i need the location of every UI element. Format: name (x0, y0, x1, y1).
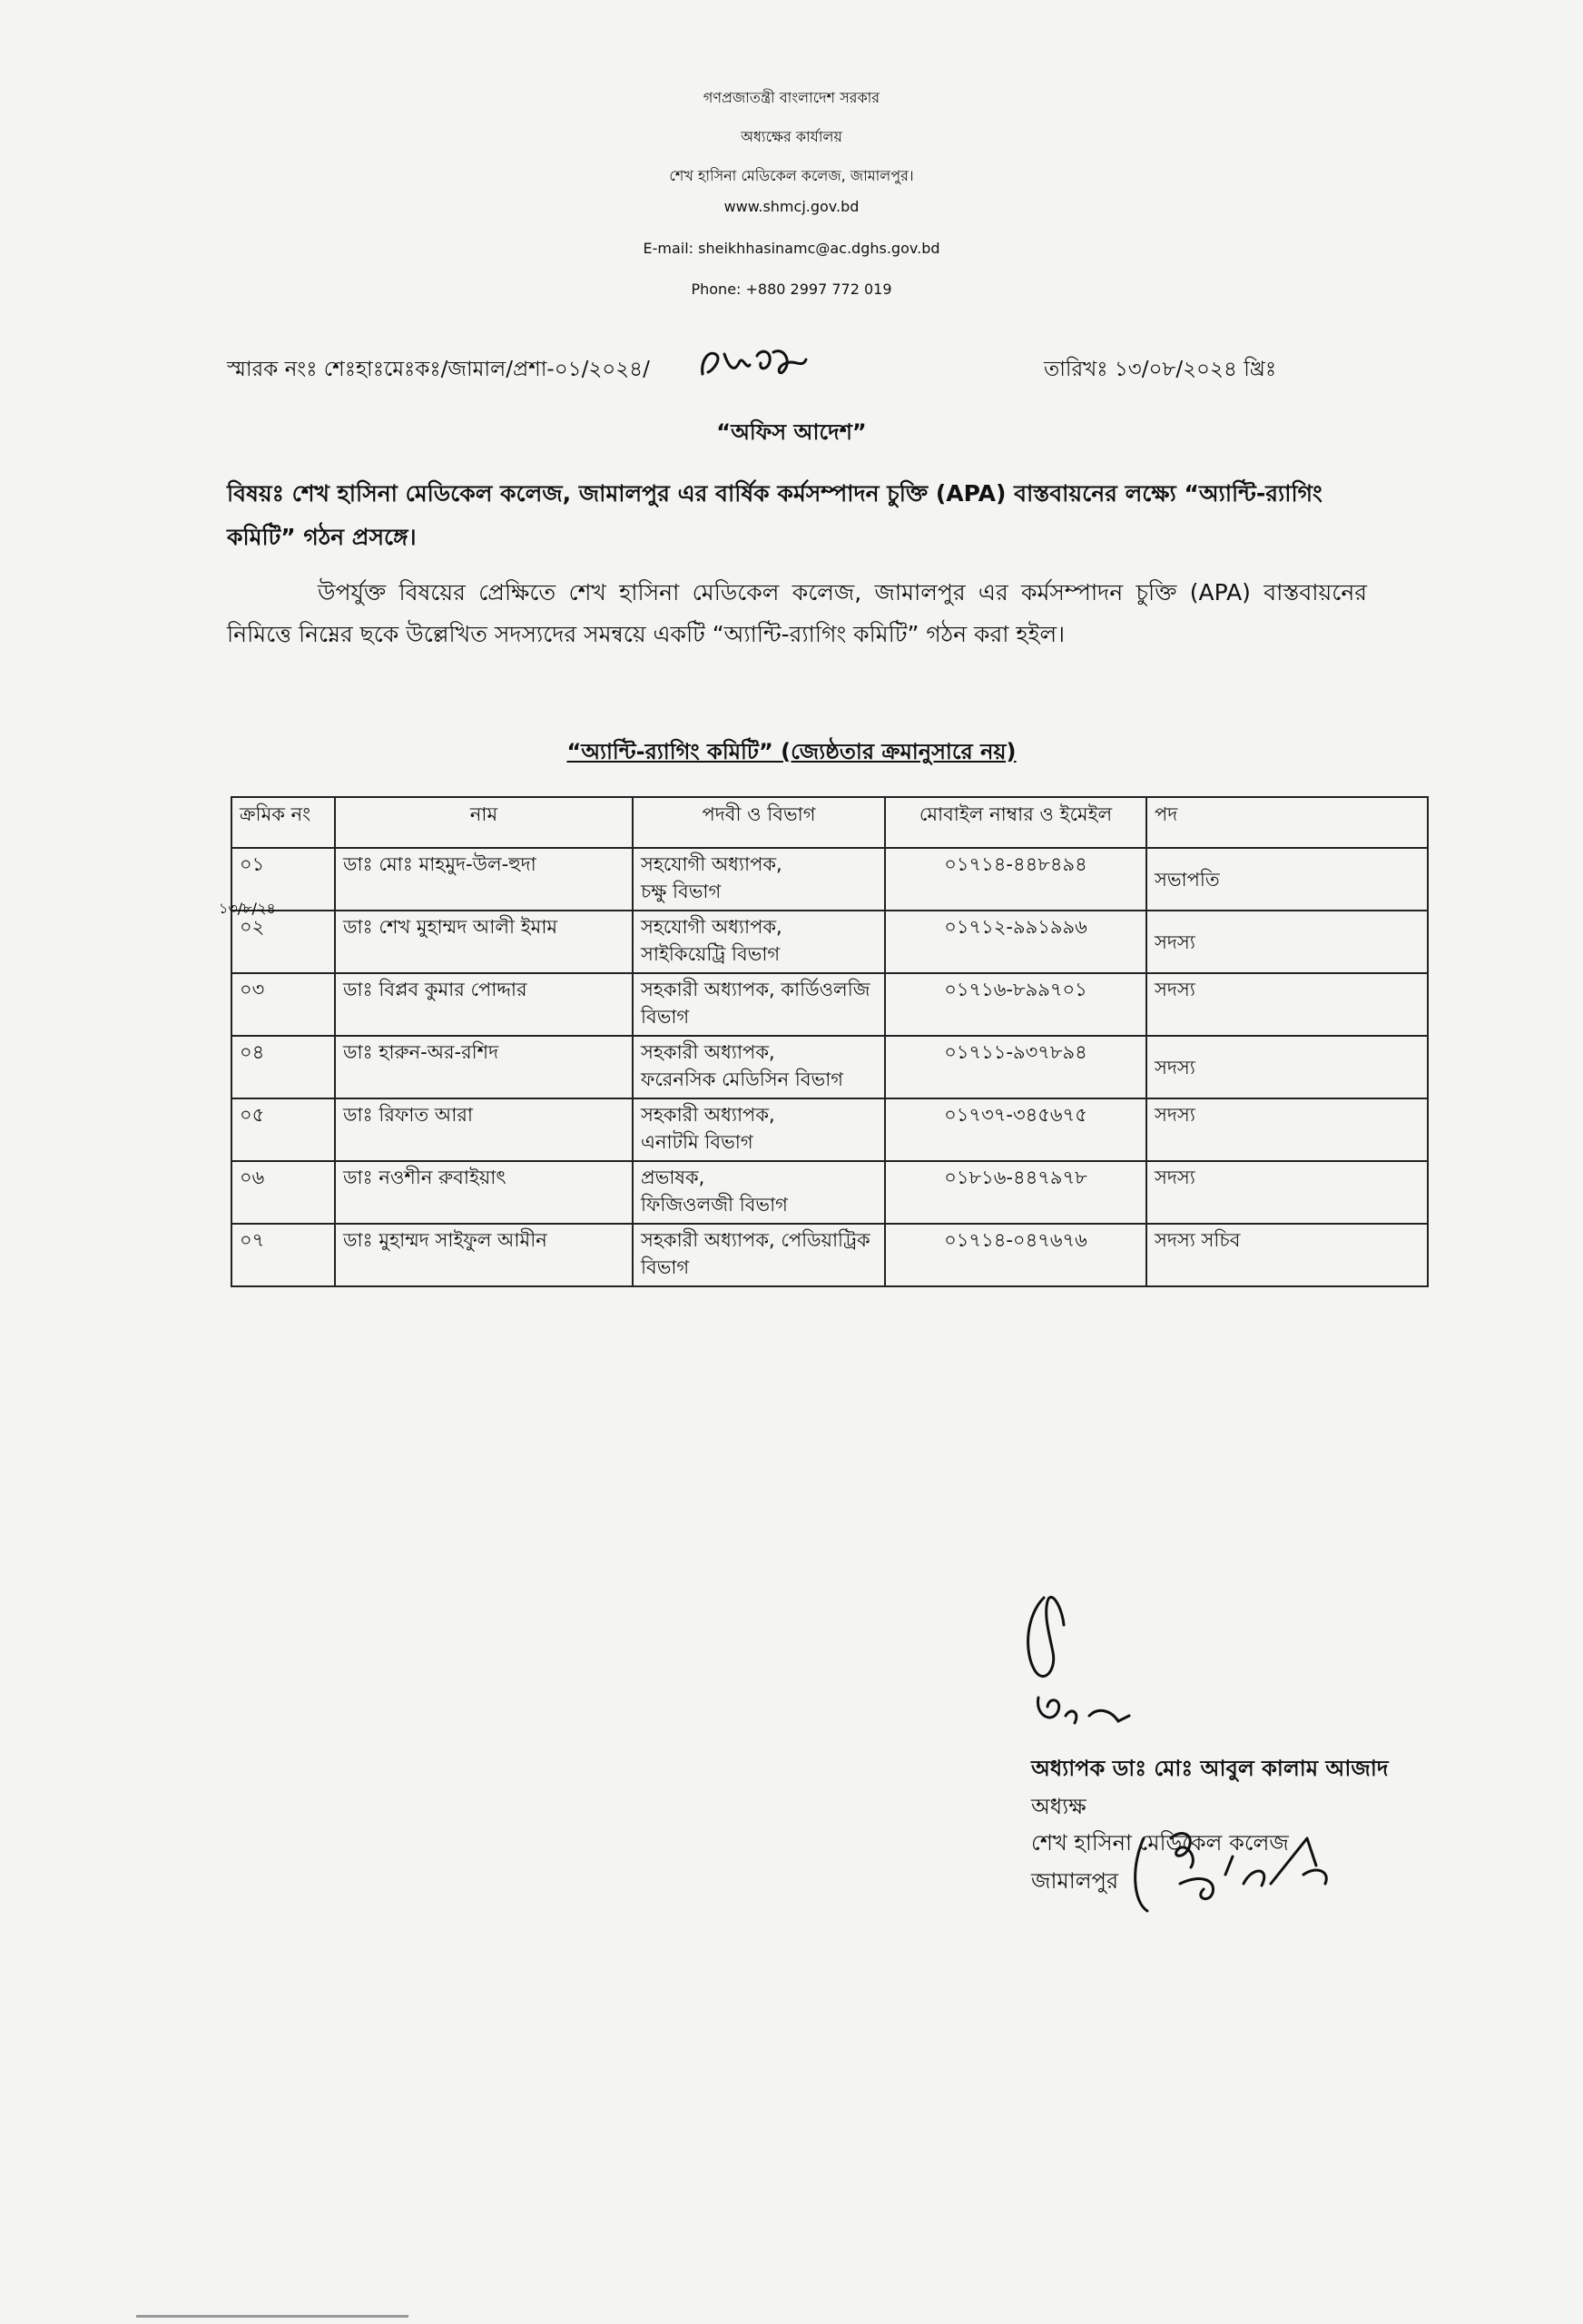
designation: সহকারী অধ্যাপক, পেডিয়াট্রিক (641, 1229, 870, 1251)
govt-line: গণপ্রজাতন্ত্রী বাংলাদেশ সরকার (703, 89, 880, 106)
memo-date: তারিখঃ ১৩/০৮/২০২৪ খ্রিঃ (1044, 358, 1277, 381)
post-cell: সদস্য সচিব (1146, 1224, 1428, 1286)
department: বিভাগ (641, 1006, 690, 1028)
memo-reference: স্মারক নংঃ শেঃহাঃমেঃকঃ/জামাল/প্রশা-০১/২০২৪/ (227, 358, 650, 381)
designation-cell (633, 1161, 885, 1224)
name-cell: ডাঃ মোঃ মাহমুদ-উল-হুদা (335, 848, 633, 911)
mobile-cell: ০১৭১১-৯৩৭৮৯৪ (885, 1036, 1146, 1098)
post-cell: সদস্য (1146, 1036, 1428, 1098)
designation-cell (633, 1098, 885, 1161)
mobile-cell: ০১৭১২-৯৯১৯৯৬ (885, 911, 1146, 973)
name-cell: ডাঃ রিফাত আরা (335, 1098, 633, 1161)
department: চক্ষু বিভাগ (641, 881, 722, 902)
post-cell: সভাপতি (1146, 848, 1428, 911)
mobile-cell: ০১৭১৪-০৪৭৬৭৬ (885, 1224, 1146, 1286)
designation-cell (633, 848, 885, 911)
col-designation: পদবী ও বিভাগ (633, 797, 885, 848)
table-row (231, 848, 1428, 911)
serial-cell: ০৫ (231, 1098, 335, 1161)
designation-cell (633, 911, 885, 973)
department: ফিজিওলজী বিভাগ (641, 1194, 788, 1216)
website-line: www.shmcj.gov.bd (723, 198, 860, 215)
table-row (231, 1036, 1428, 1098)
name-cell: ডাঃ নওশীন রুবাইয়াৎ (335, 1161, 633, 1224)
body-text: উপর্যুক্ত বিষয়ের প্রেক্ষিতে শেখ হাসিনা মেডিকেল কলেজ, জামালপুর এর কর্মসম্পাদন চুক্তি (APA) বাস্তবায়নের নিমিত্তে নিম্নের ছকে উল্লেখিত সদস্যদের সমন্বয়ে একটি “অ্যান্টি-র‍্যাগিং কমিটি” গঠন করা হইল। (227, 579, 1367, 647)
designation-cell (633, 973, 885, 1036)
signatory-role: অধ্যক্ষ (1031, 1794, 1086, 1819)
department: বিভাগ (641, 1256, 690, 1278)
table-title: “অ্যান্টি-র‍্যাগিং কমিটি” (জ্যেষ্ঠতার ক্রমানুসারে নয়) (566, 739, 1017, 764)
table-row (231, 1224, 1428, 1286)
email-line: E-mail: sheikhhasinamc@ac.dghs.gov.bd (643, 240, 940, 257)
committee-table (231, 796, 1429, 1287)
col-name: নাম (335, 797, 633, 848)
designation-cell (633, 1036, 885, 1098)
handwritten-memo-number (697, 343, 824, 387)
phone-line: Phone: +880 2997 772 019 (691, 281, 892, 298)
college-line: শেখ হাসিনা মেডিকেল কলেজ, জামালপুর। (669, 167, 914, 184)
subject: বিষয়ঃ শেখ হাসিনা মেডিকেল কলেজ, জামালপুর এর বার্ষিক কর্মসম্পাদন চুক্তি (APA) বাস্তবায়নের লক্ষ্যে “অ্যান্টি-র‍্যাগিং কমিটি” গঠন প্রসঙ্গে। (227, 480, 1322, 550)
table-row (231, 973, 1428, 1036)
col-post: পদ (1146, 797, 1428, 848)
mobile-cell: ০১৭৩৭-৩৪৫৬৭৫ (885, 1098, 1146, 1161)
signatory-college: শেখ হাসিনা মেডিকেল কলেজ (1031, 1830, 1289, 1856)
handwritten-date-text: ১৩/৮/২৪ (219, 900, 276, 917)
designation: সহকারী অধ্যাপক, (641, 1041, 775, 1063)
department: ফরেনসিক মেডিসিন বিভাগ (641, 1068, 844, 1090)
serial-cell: ০২ (231, 911, 335, 973)
designation: সহযোগী অধ্যাপক, (641, 853, 782, 875)
col-serial: ক্রমিক নং (231, 797, 335, 848)
post-cell: সদস্য (1146, 911, 1428, 973)
serial-cell: ০৭ (231, 1224, 335, 1286)
serial-cell: ০৬ (231, 1161, 335, 1224)
serial-cell: ০১ (231, 848, 335, 911)
designation: প্রভাষক, (641, 1167, 705, 1188)
signatory-place: জামালপুর (1031, 1868, 1119, 1894)
name-cell: ডাঃ শেখ মুহাম্মদ আলী ইমাম (335, 911, 633, 973)
department: সাইকিয়েট্রি বিভাগ (641, 943, 781, 965)
table-header-row (231, 797, 1428, 848)
name-cell: ডাঃ হারুন-অর-রশিদ (335, 1036, 633, 1098)
post-cell: সদস্য (1146, 1161, 1428, 1224)
signatory-name: অধ্যাপক ডাঃ মোঃ আবুল কালাম আজাদ (1031, 1756, 1389, 1781)
mobile-cell: ০১৮১৬-৪৪৭৯৭৮ (885, 1161, 1146, 1224)
scan-edge-line (136, 2315, 408, 2318)
office-line: অধ্যক্ষের কার্যালয় (741, 128, 842, 145)
principal-signature (1017, 1580, 1135, 1738)
serial-cell: ০৩ (231, 973, 335, 1036)
body-paragraph (227, 572, 1367, 655)
designation-cell (633, 1224, 885, 1286)
designation: সহকারী অধ্যাপক, কার্ডিওলজি (641, 979, 870, 1000)
serial-cell: ০৪ (231, 1036, 335, 1098)
post-cell: সদস্য (1146, 973, 1428, 1036)
col-mobile: মোবাইল নাম্বার ও ইমেইল (885, 797, 1146, 848)
department: এনাটমি বিভাগ (641, 1131, 753, 1153)
mobile-cell: ০১৭১৪-৪৪৮৪৯৪ (885, 848, 1146, 911)
designation: সহকারী অধ্যাপক, (641, 1104, 775, 1126)
order-title: “অফিস আদেশ” (716, 419, 867, 445)
mobile-cell: ০১৭১৬-৮৯৯৭০১ (885, 973, 1146, 1036)
table-row (231, 1161, 1428, 1224)
post-cell: সদস্য (1146, 1098, 1428, 1161)
table-row (231, 1098, 1428, 1161)
name-cell: ডাঃ বিপ্লব কুমার পোদ্দার (335, 973, 633, 1036)
name-cell: ডাঃ মুহাম্মদ সাইফুল আমীন (335, 1224, 633, 1286)
table-row (231, 911, 1428, 973)
designation: সহযোগী অধ্যাপক, (641, 916, 782, 938)
